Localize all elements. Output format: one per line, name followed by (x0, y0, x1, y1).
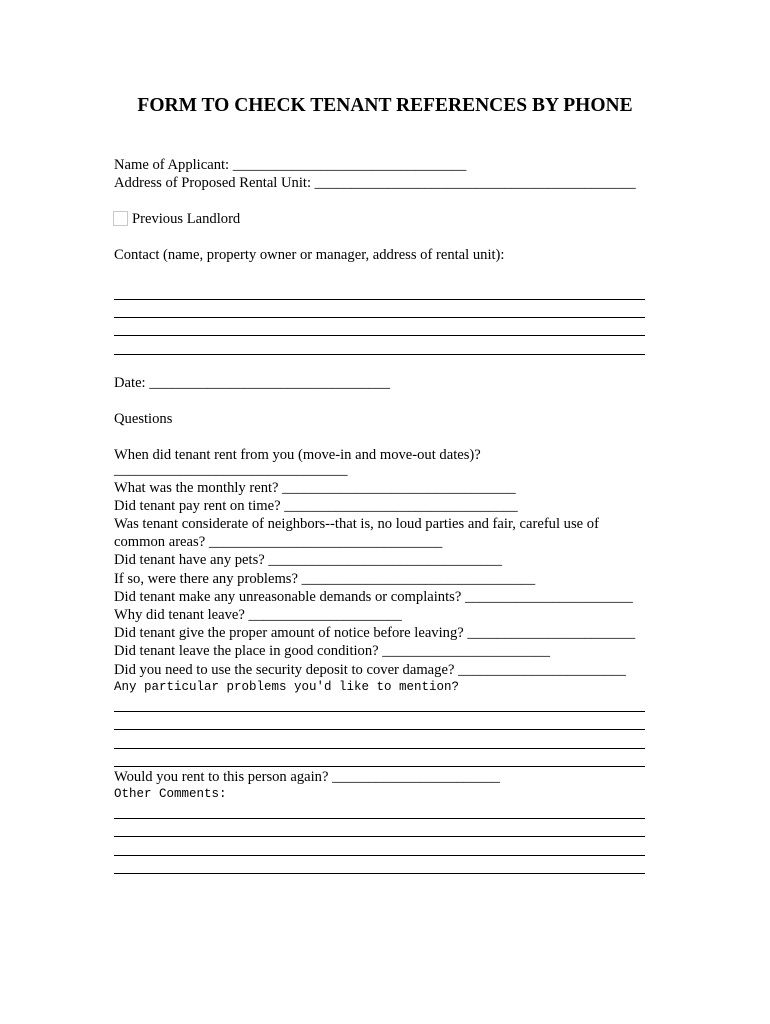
previous-landlord-checkbox[interactable] (113, 211, 128, 226)
question-move-dates-blank: ________________________________ (114, 462, 348, 478)
contact-rule-3 (114, 335, 645, 336)
question-particular-problems: Any particular problems you'd like to mention? (114, 680, 460, 694)
question-pets: Did tenant have any pets? ________________________________ (114, 552, 502, 568)
problems-rule-1 (114, 711, 645, 712)
previous-landlord-label: Previous Landlord (132, 211, 241, 227)
question-monthly-rent: What was the monthly rent? ________________________________ (114, 480, 516, 496)
question-demands: Did tenant make any unreasonable demands or complaints? _______________________ (114, 589, 633, 605)
comments-rule-4 (114, 873, 645, 874)
question-why-leave: Why did tenant leave? _____________________ (114, 607, 402, 623)
question-move-dates: When did tenant rent from you (move-in and move-out dates)? (114, 447, 481, 463)
contact-label: Contact (name, property owner or manager, address of rental unit): (114, 247, 505, 263)
comments-rule-2 (114, 836, 645, 837)
form-title: FORM TO CHECK TENANT REFERENCES BY PHONE (137, 95, 633, 116)
comments-rule-3 (114, 855, 645, 856)
applicant-name-field: Name of Applicant: ________________________________ (114, 157, 467, 173)
rental-address-field: Address of Proposed Rental Unit: ____________________________________________ (114, 175, 636, 191)
problems-rule-3 (114, 748, 645, 749)
contact-rule-2 (114, 317, 645, 318)
question-rent-on-time: Did tenant pay rent on time? ________________________________ (114, 498, 518, 514)
questions-heading: Questions (114, 411, 173, 427)
question-neighbors-cont: common areas? ________________________________ (114, 534, 443, 550)
question-pet-problems: If so, were there any problems? ________________________________ (114, 571, 536, 587)
question-neighbors: Was tenant considerate of neighbors--that is, no loud parties and fair, careful use of (114, 516, 599, 532)
problems-rule-2 (114, 729, 645, 730)
comments-rule-1 (114, 818, 645, 819)
problems-rule-4 (114, 766, 645, 767)
contact-rule-4 (114, 354, 645, 355)
question-condition: Did tenant leave the place in good condition? _______________________ (114, 643, 551, 659)
question-notice: Did tenant give the proper amount of notice before leaving? _______________________ (114, 625, 636, 641)
date-field: Date: _________________________________ (114, 375, 391, 391)
question-rent-again: Would you rent to this person again? _______________________ (114, 769, 500, 785)
question-deposit: Did you need to use the security deposit to cover damage? _______________________ (114, 662, 626, 678)
contact-rule-1 (114, 299, 645, 300)
other-comments-label: Other Comments: (114, 787, 227, 801)
